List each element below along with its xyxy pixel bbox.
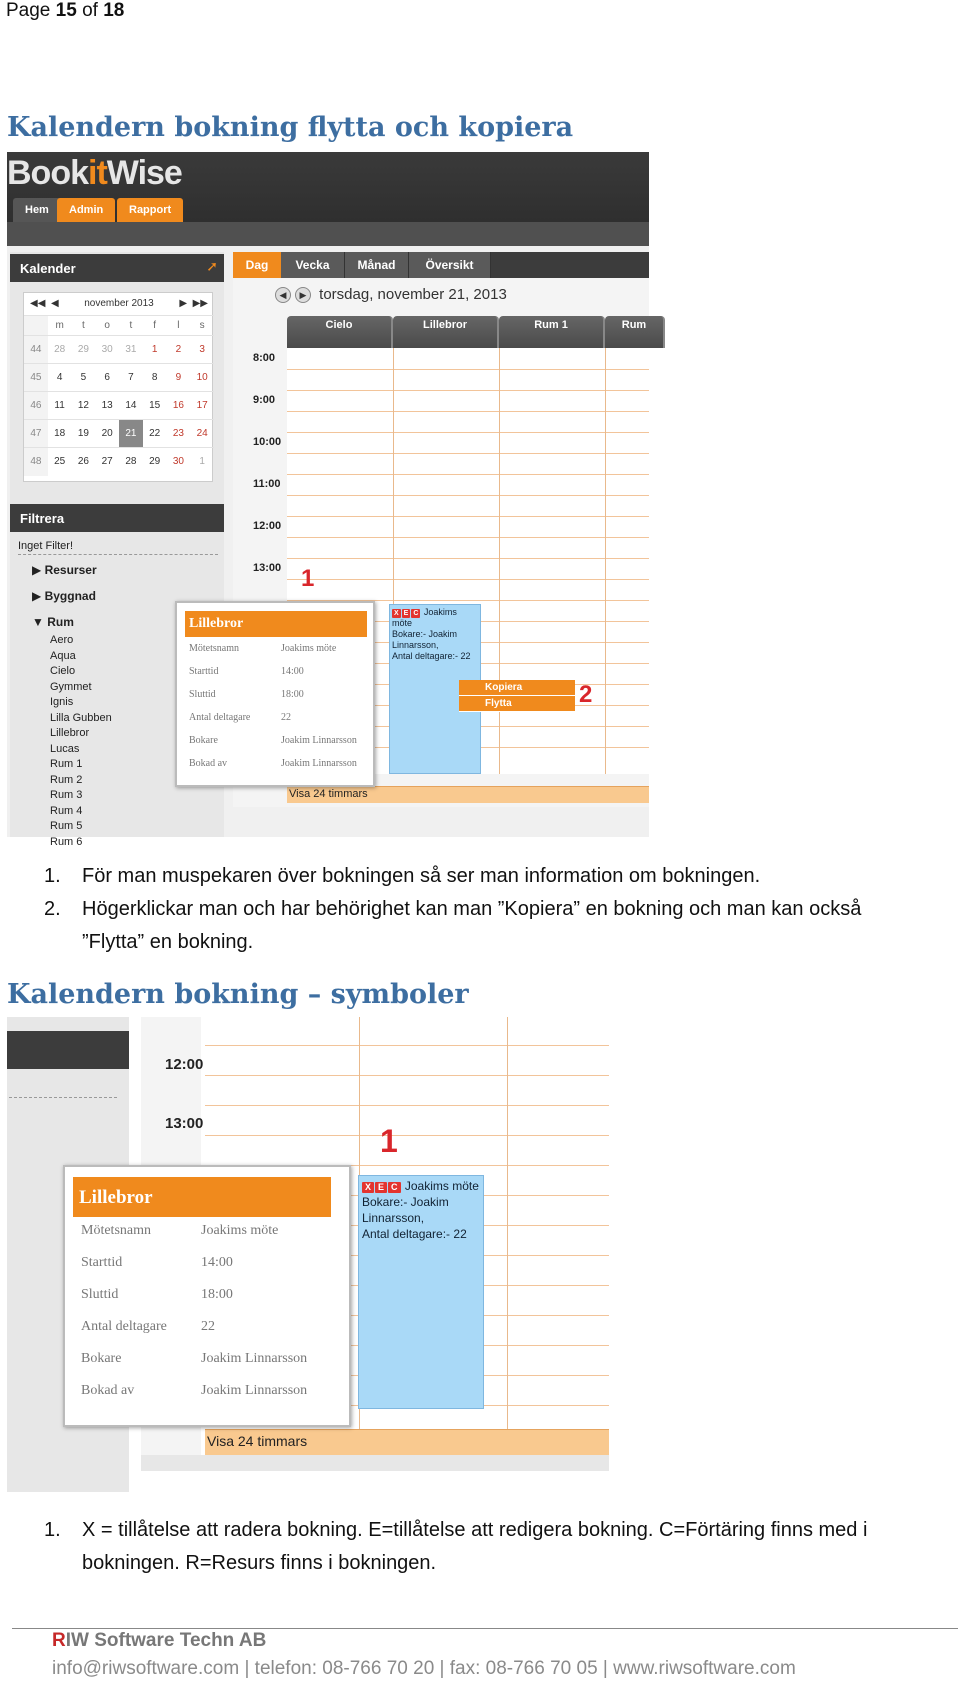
prev-year-icon[interactable]: ◀◀: [30, 298, 46, 309]
mini-calendar: [23, 292, 213, 482]
day-cell[interactable]: 1: [143, 336, 167, 364]
next-day-icon[interactable]: ▶: [295, 287, 311, 303]
footer-contact: info@riwsoftware.com | telefon: 08-766 70 20 | fax: 08-766 70 05 | www.riwsoftware.com: [52, 1658, 796, 1679]
dow-tue: t: [72, 316, 96, 336]
pin-icon[interactable]: ➚: [206, 258, 218, 274]
prev-month-icon[interactable]: ◀: [50, 298, 59, 309]
grid-line: [287, 516, 649, 517]
tooltip-title: Lillebror: [185, 611, 367, 637]
week-col-head: [24, 316, 48, 336]
grid-col-line: [507, 1017, 508, 1429]
day-cell[interactable]: 3: [190, 336, 214, 364]
grid-line: [287, 558, 649, 559]
section-title-symbols: Kalendern bokning – symboler: [7, 979, 469, 1010]
day-cell[interactable]: 29: [72, 336, 96, 364]
day-cell[interactable]: 11: [48, 392, 72, 420]
grid-line: [287, 495, 649, 496]
day-cell[interactable]: 14: [119, 392, 143, 420]
triangle-right-icon: ▶: [32, 589, 42, 603]
room-item[interactable]: Lilla Gubben: [50, 711, 112, 724]
grid-line: [287, 411, 649, 412]
day-cell[interactable]: 30: [95, 336, 119, 364]
calendar-panel-header: [10, 254, 224, 282]
resource-header: Rum 1: [499, 316, 605, 348]
day-cell[interactable]: 9: [167, 364, 191, 392]
grid-line: [205, 1135, 609, 1136]
instructions-list-2: [0, 1514, 920, 1580]
bottom-bar: [141, 1455, 609, 1471]
tab-month[interactable]: Månad: [345, 252, 409, 278]
day-cell[interactable]: 23: [167, 420, 191, 448]
day-cell[interactable]: 19: [72, 420, 96, 448]
week-number: 47: [24, 420, 48, 448]
tab-week[interactable]: Vecka: [281, 252, 345, 278]
grid-line: [287, 579, 649, 580]
annotation-marker-1: 1: [380, 1123, 398, 1159]
badge-catering: C: [413, 610, 419, 617]
time-label: 8:00: [253, 352, 276, 364]
room-item[interactable]: Aero: [50, 634, 74, 646]
screenshot-calendar-move-copy: [7, 152, 649, 848]
tooltip-title: Lillebror: [73, 1177, 331, 1217]
list-item: 2. Högerklickar man och har behörighet kan man ”Kopiera” en bokning och man kan också ”Flytta” en bokning.: [44, 898, 862, 953]
badge-catering: C: [388, 1182, 401, 1193]
page-number: [6, 0, 124, 22]
mini-calendar-nav: [24, 298, 214, 309]
dow-sun: s: [190, 316, 214, 336]
page-total: 18: [103, 0, 125, 21]
nav-admin[interactable]: Admin: [57, 198, 115, 222]
dow-mon: m: [48, 316, 72, 336]
week-number: 44: [24, 336, 48, 364]
page-label: Page: [6, 0, 51, 21]
day-cell[interactable]: 20: [95, 420, 119, 448]
day-cell[interactable]: 15: [143, 392, 167, 420]
footer-company: RIW Software Techn AB: [52, 1630, 267, 1651]
day-cell[interactable]: 4: [48, 364, 72, 392]
time-label: 12:00: [165, 1056, 204, 1073]
room-item[interactable]: Lucas: [50, 742, 80, 755]
grid-line: [287, 432, 649, 433]
show-24h-toggle[interactable]: Visa 24 timmars: [205, 1429, 609, 1455]
app-logo: BookitWise: [7, 154, 182, 192]
day-cell[interactable]: 22: [143, 420, 167, 448]
booking-line: Bokare:- Joakim: [392, 629, 458, 639]
badge-edit[interactable]: E: [403, 610, 409, 617]
resource-header: Rum: [605, 316, 665, 348]
day-cell[interactable]: 8: [143, 364, 167, 392]
booking-block[interactable]: [358, 1175, 484, 1409]
booking-badges: [362, 1178, 402, 1194]
current-date: torsdag, november 21, 2013: [319, 286, 507, 303]
triangle-right-icon: ▶: [32, 563, 42, 577]
week-number: 45: [24, 364, 48, 392]
day-cell[interactable]: 29: [143, 448, 167, 476]
grid-line: [205, 1105, 609, 1106]
tab-overview[interactable]: Översikt: [409, 252, 491, 278]
day-cell[interactable]: 31: [119, 336, 143, 364]
dow-fri: f: [143, 316, 167, 336]
day-cell[interactable]: 12: [72, 392, 96, 420]
booking-badges: [392, 607, 421, 618]
day-cell-selected[interactable]: 21: [119, 420, 143, 448]
day-cell[interactable]: 18: [48, 420, 72, 448]
panel-header-crop: [7, 1031, 129, 1069]
context-move[interactable]: Flytta: [459, 696, 575, 712]
tab-day[interactable]: Dag: [233, 252, 281, 278]
annotation-marker-1: 1: [301, 565, 315, 592]
booking-line: Linnarsson,: [392, 640, 439, 650]
booking-tooltip: Lillebror Mötetsnamn Joakims möte Starttid 14:00 Sluttid 18:00 Antal deltagare 22 Bokare Joakim Linnarsson Bokad av Joakim Linnarsson: [175, 601, 375, 787]
grid-line: [205, 1045, 609, 1046]
room-item[interactable]: Rum 3: [50, 789, 83, 801]
nav-home[interactable]: Hem: [13, 198, 61, 222]
filter-panel-header: [10, 504, 224, 532]
day-cell[interactable]: 27: [95, 448, 119, 476]
context-menu: [459, 680, 575, 712]
grid-line: [287, 390, 649, 391]
context-copy[interactable]: Kopiera: [459, 680, 575, 696]
room-item[interactable]: Cielo: [50, 665, 76, 677]
grid-line: [287, 537, 649, 538]
resource-header: Cielo: [287, 316, 393, 348]
time-label: 11:00: [253, 478, 281, 490]
date-nav: [275, 286, 507, 303]
time-label: 12:00: [253, 520, 282, 532]
view-tabbar: [233, 252, 649, 278]
booking-title: Joakims möte: [404, 1179, 479, 1193]
grid-line: [205, 1075, 609, 1076]
badge-delete[interactable]: X: [394, 610, 399, 617]
no-filter-label: Inget Filter!: [18, 540, 218, 555]
room-item[interactable]: Rum 4: [50, 804, 83, 817]
day-cell[interactable]: 28: [119, 448, 143, 476]
list-item: 1. X = tillåtelse att radera bokning. E=tillåtelse att redigera bokning. C=Förtäring finns med i bokningen. R=Resurs finns i bokningen.: [44, 1519, 868, 1574]
booking-line: Antal deltagare:- 22: [362, 1227, 467, 1241]
time-label: 13:00: [253, 562, 282, 574]
day-cell[interactable]: 25: [48, 448, 72, 476]
time-label: 9:00: [253, 394, 276, 406]
day-cell[interactable]: 24: [190, 420, 214, 448]
next-month-icon[interactable]: ▶: [179, 298, 188, 309]
room-item[interactable]: Rum 1: [50, 758, 83, 770]
booking-title: Joakims möte: [392, 607, 457, 628]
room-item[interactable]: Ignis: [50, 696, 74, 708]
day-cell[interactable]: 28: [48, 336, 72, 364]
day-cell[interactable]: 6: [95, 364, 119, 392]
grid-line: [287, 474, 649, 475]
next-year-icon[interactable]: ▶▶: [192, 298, 208, 309]
booking-line: Linnarsson,: [362, 1211, 425, 1225]
badge-edit[interactable]: E: [375, 1182, 387, 1193]
dow-sat: l: [167, 316, 191, 336]
week-number: 46: [24, 392, 48, 420]
booking-line: Antal deltagare:- 22: [392, 651, 471, 661]
grid-line: [287, 453, 649, 454]
tree-item-rum[interactable]: ▼ Rum: [32, 615, 74, 629]
filter-panel-title: Filtrera: [20, 511, 65, 526]
resource-header: Lillebror: [393, 316, 499, 348]
day-cell[interactable]: 13: [95, 392, 119, 420]
annotation-marker-2: 2: [579, 681, 593, 708]
calendar-panel-title: Kalender: [20, 261, 76, 276]
app-header: [7, 152, 649, 246]
room-item[interactable]: Gymmet: [50, 680, 92, 693]
day-cell[interactable]: 5: [72, 364, 96, 392]
day-cell[interactable]: 17: [190, 392, 214, 420]
dashed-divider: [9, 1097, 117, 1098]
room-item[interactable]: Rum 5: [50, 820, 83, 832]
nav-strip: [7, 222, 649, 246]
booking-line: Bokare:- Joakim: [362, 1195, 449, 1209]
mini-calendar-month: november 2013: [84, 298, 154, 309]
footer-divider: [12, 1628, 958, 1629]
day-cell[interactable]: 1: [190, 448, 214, 476]
day-cell[interactable]: 26: [72, 448, 96, 476]
day-cell[interactable]: 30: [167, 448, 191, 476]
page-of: of: [82, 0, 98, 21]
booking-tooltip: Lillebror Mötetsnamn Joakims möte Starttid 14:00 Sluttid 18:00 Antal deltagare 22 Bokare Joakim Linnarsson Bokad av Joakim Linnarsson: [63, 1165, 351, 1427]
section-title-move-copy: Kalendern bokning flytta och kopiera: [7, 112, 574, 143]
instructions-list-1: [0, 860, 920, 959]
mini-calendar-grid: [24, 315, 214, 476]
grid-col-line: [605, 348, 606, 774]
badge-delete[interactable]: X: [362, 1182, 374, 1193]
tree-item-resurser[interactable]: ▶ Resurser: [32, 563, 97, 577]
room-item[interactable]: Rum 2: [50, 773, 83, 786]
dow-thu: t: [119, 316, 143, 336]
dow-wed: o: [95, 316, 119, 336]
tree-item-byggnad[interactable]: ▶ Byggnad: [32, 589, 96, 603]
page-current: 15: [55, 0, 77, 21]
triangle-down-icon: ▼: [32, 615, 44, 629]
room-item[interactable]: Lillebror: [50, 727, 90, 739]
nav-report[interactable]: Rapport: [117, 198, 183, 222]
prev-day-icon[interactable]: ◀: [275, 287, 291, 303]
time-label: 10:00: [253, 436, 282, 448]
show-24h-toggle[interactable]: Visa 24 timmars: [287, 786, 649, 803]
room-item[interactable]: Rum 6: [50, 835, 83, 848]
screenshot-calendar-symbols: [7, 1017, 609, 1492]
week-number: 48: [24, 448, 48, 476]
list-item: 1. För man muspekaren över bokningen så ser man information om bokningen.: [44, 865, 761, 887]
time-label: 13:00: [165, 1115, 204, 1132]
day-cell[interactable]: 16: [167, 392, 191, 420]
day-cell[interactable]: 7: [119, 364, 143, 392]
room-item[interactable]: Aqua: [50, 649, 76, 662]
day-cell[interactable]: 2: [167, 336, 191, 364]
grid-line: [287, 369, 649, 370]
day-cell[interactable]: 10: [190, 364, 214, 392]
